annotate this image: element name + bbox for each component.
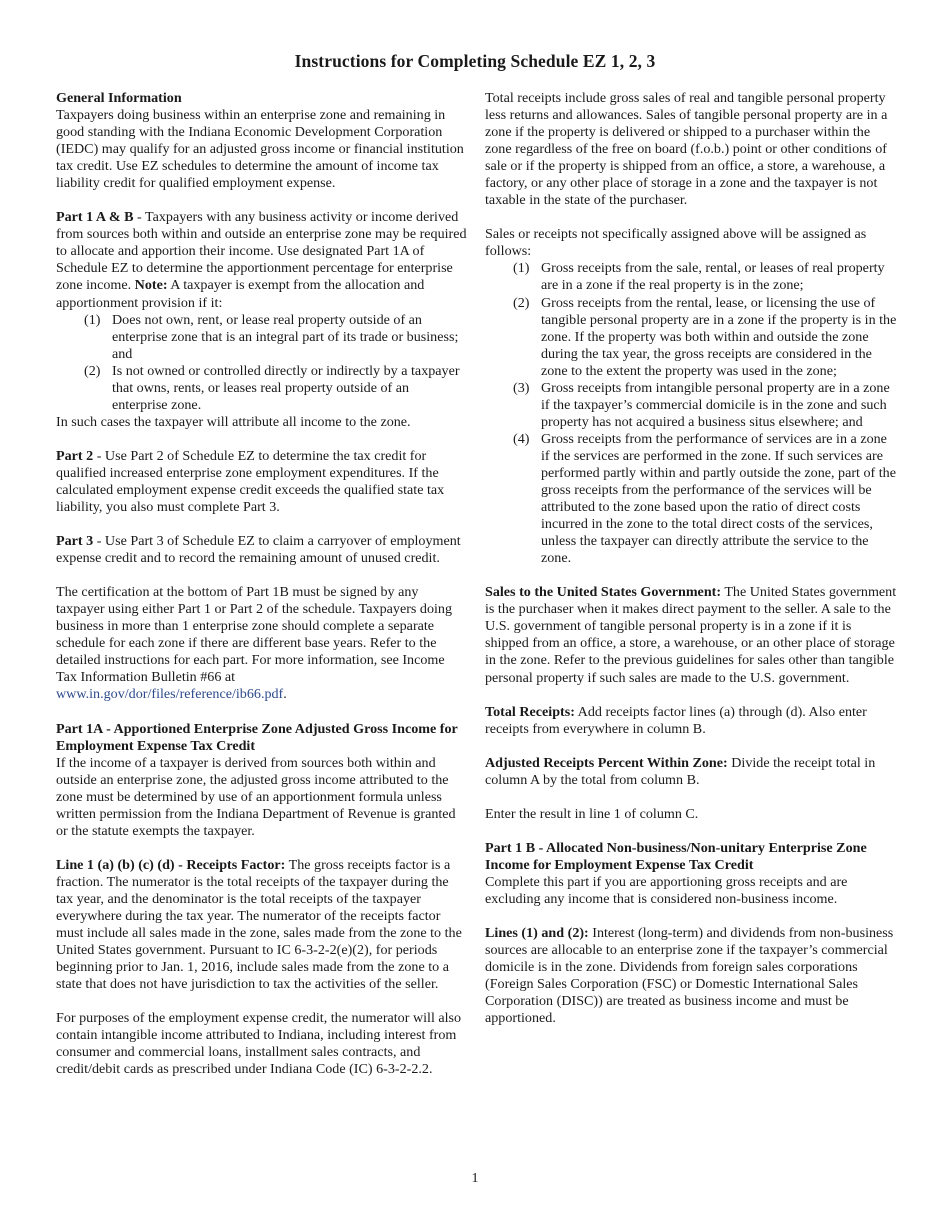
us-government-lead: Sales to the United States Government:: [485, 584, 722, 601]
lines-1-2-section: [485, 925, 897, 1027]
bulletin-link[interactable]: www.in.gov/dor/files/reference/ib66.pdf: [56, 686, 284, 703]
list-item-number: (2): [513, 294, 530, 311]
part-2-text: - Use Part 2 of Schedule EZ to determine the tax credit for qualified increased enterprise zone employment expenditures. If the calculated employment expense credit exceeds the qualified state tax liability, you also must complete Part 3.: [56, 447, 445, 516]
part-1a-text: If the income of a taxpayer is derived from sources both within and outside an enterprise zone, the adjusted gross income attributed to the zone must be determined by use of an apportionment formula unless written permission from the Indiana Department of Revenue is granted or the statute exempts the taxpayer.: [56, 754, 456, 839]
part-1a-section: [56, 721, 468, 840]
part-3-section: [56, 533, 468, 567]
unassigned-sales-section: [485, 226, 897, 584]
certification-text: The certification at the bottom of Part 1B must be signed by any taxpayer using either Part 1 or Part 2 of the schedule. Taxpayers doing business in more than 1 enterprise zone should complete a separate schedule for each zone if there are different base years. Refer to the detailed instructions for each part. For more information, see Income Tax Information Bulletin #66 at: [56, 584, 453, 686]
general-information-heading: General Information: [56, 90, 182, 106]
line-1-text: The gross receipts factor is a fraction. The numerator is the total receipts of the taxpayer during the tax year, and the denominator is the total receipts of the taxpayer everywhere during the tax year. The numerator of the receipts factor must include all sales made in the zone, sales made from the zone to the United States government. Pursuant to IC 6-3-2-2(e)(2), for periods beginning prior to Jan. 1, 2016, include sales made from the zone to a state that does not have jurisdiction to tax the activities of the seller.: [56, 856, 462, 993]
part-2-lead: Part 2: [56, 447, 94, 464]
page-title: Instructions for Completing Schedule EZ 1, 2, 3: [294, 51, 656, 71]
list-item-text: Gross receipts from the rental, lease, or licensing the use of tangible personal property are in a zone if the property is in the zone. If the property was both within and outside the zone during the tax year, the gross receipts are considered in the zone to the extent the property was used in the zone;: [541, 294, 897, 379]
list-item-number: (2): [84, 362, 101, 379]
page-number: 1: [471, 1171, 479, 1186]
list-item-text: Gross receipts from intangible personal property are in a zone if the taxpayer’s commercial domicile is in the zone and such property has not acquired a business situs elsewhere; and: [541, 379, 890, 430]
list-item-number: (1): [513, 260, 530, 277]
part-1ab-section: [56, 209, 468, 431]
general-information-section: [56, 90, 468, 192]
exemption-list: [56, 312, 468, 414]
line-1-section: [56, 857, 468, 993]
lines-1-2-lead: Lines (1) and (2):: [485, 924, 589, 941]
part-1a-heading: Part 1A - Apportioned Enterprise Zone Adjusted Gross Income for Employment Expense Tax Credit: [56, 720, 458, 754]
unassigned-sales-text: Sales or receipts not specifically assigned above will be assigned as follows:: [485, 226, 867, 260]
purposes-section: For purposes of the employment expense credit, the numerator will also contain intangible income attributed to Indiana, including interest from consumer and commercial loans, installment sales contracts, and credit/debit cards as prescribed under Indiana Code (IC) 6-3-2-2.2.: [56, 1010, 462, 1078]
total-receipts-text: Add receipts factor lines (a) through (d). Also enter receipts from everywhere in column B.: [485, 703, 867, 737]
us-government-text: The United States government is the purchaser when it makes direct payment to the seller. A sale to the U.S. government of tangible personal property is in a zone if it is shipped from an office, a store, a warehouse, or an other place of storage in the zone. Refer to the previous guidelines for sales other than tangible personal property if such sales are made to the U.S. government.: [485, 584, 897, 686]
adjusted-receipts-lead: Adjusted Receipts Percent Within Zone:: [485, 754, 728, 771]
line-1-lead: Line 1 (a) (b) (c) (d) - Receipts Factor:: [56, 856, 286, 873]
part-2-section: [56, 448, 468, 516]
part-1ab-closing: In such cases the taxpayer will attribute all income to the zone.: [56, 413, 411, 430]
part-1b-text: Complete this part if you are apportioning gross receipts and are excluding any income that is considered non-business income.: [485, 873, 848, 907]
list-item-number: (4): [513, 430, 530, 447]
part-1b-section: [485, 840, 897, 908]
total-receipts-lead: Total Receipts:: [485, 703, 575, 720]
list-item-text: Does not own, rent, or lease real property outside of an enterprise zone that is an integral part of its trade or business; and: [112, 311, 459, 362]
total-receipts-intro: Total receipts include gross sales of real and tangible personal property less returns and allowances. Sales of tangible personal property are in a zone if the property is delivered or shipped to a purchaser within the zone regardless of the free on board (f.o.b.) point or other conditions of sale or if the property is shipped from an office, a store, a warehouse, a factory, or any other place of storage in a zone and the taxpayer is not taxable in the state of the purchaser.: [485, 90, 888, 209]
certification-end: .: [283, 686, 287, 703]
list-item-text: Gross receipts from the performance of services are in a zone if the services are performed in the zone. If such services are performed partly within and partly outside the zone, part of the gross receipts from the performance of the services will be attributed to the zone based upon the ratio of direct costs incurred in the zone to the total direct costs of the services, unless the taxpayer can directly attribute the service to the zone.: [541, 430, 896, 567]
lines-1-2-text: Interest (long-term) and dividends from non-business sources are allocable to an enterprise zone if the taxpayer’s commercial domicile is in the zone. Dividends from foreign sales corporations (Foreign Sales Corporation (FSC) or Domestic International Sales Corporation (DISC)) are treated as business income and must be apportioned.: [485, 924, 894, 1027]
part-1b-heading: Part 1 B - Allocated Non-business/Non-unitary Enterprise Zone Income for Employment Expense Tax Credit: [485, 839, 867, 873]
list-item: [485, 260, 897, 294]
adjusted-receipts-text: Divide the receipt total in column A by the total from column B.: [485, 754, 876, 788]
total-receipts-section: [485, 704, 897, 738]
certification-section: [56, 584, 468, 703]
list-item-number: (1): [84, 311, 101, 328]
part-1ab-text: - Taxpayers with any business activity or income derived from sources both within and outside an enterprise zone may be required to allocate and apportion their income. Use designated Part 1A of Schedule EZ to determine the apportionment percentage for enterprise zone income.: [56, 209, 467, 294]
part-1ab-note-text: A taxpayer is exempt from the allocation and apportionment provision if it:: [56, 277, 425, 311]
part-1ab-note-label: Note:: [134, 277, 168, 294]
part-1ab-lead: Part 1 A & B: [56, 209, 134, 226]
list-item-number: (3): [513, 379, 530, 396]
enter-result-text: Enter the result in line 1 of column C.: [485, 805, 699, 822]
list-item-text: Is not owned or controlled directly or indirectly by a taxpayer that owns, rents, or leases real property outside of an enterprise zone.: [112, 362, 460, 413]
list-item: [485, 380, 897, 431]
adjusted-receipts-section: [485, 755, 897, 789]
part-1ab-paragraph: [56, 209, 468, 311]
list-item-text: Gross receipts from the sale, rental, or leases of real property are in a zone if the real property is in the zone;: [541, 260, 885, 294]
receipts-assignment-list: [485, 260, 897, 567]
list-item: [485, 431, 897, 567]
part-3-text: - Use Part 3 of Schedule EZ to claim a carryover of employment expense credit and to record the remaining amount of unused credit.: [56, 533, 461, 567]
list-item: [56, 312, 468, 363]
list-item: [485, 295, 897, 380]
part-3-lead: Part 3: [56, 533, 94, 550]
list-item: [56, 363, 468, 414]
left-column: [56, 90, 468, 1095]
us-government-section: [485, 584, 897, 686]
general-information-text: Taxpayers doing business within an enterprise zone and remaining in good standing with the Indiana Economic Development Corporation (IEDC) may qualify for an adjusted gross income or financial institution tax credit. Use EZ schedules to determine the amount of income tax liability credit for qualified employment expense.: [56, 107, 464, 192]
right-column: [485, 90, 897, 1044]
